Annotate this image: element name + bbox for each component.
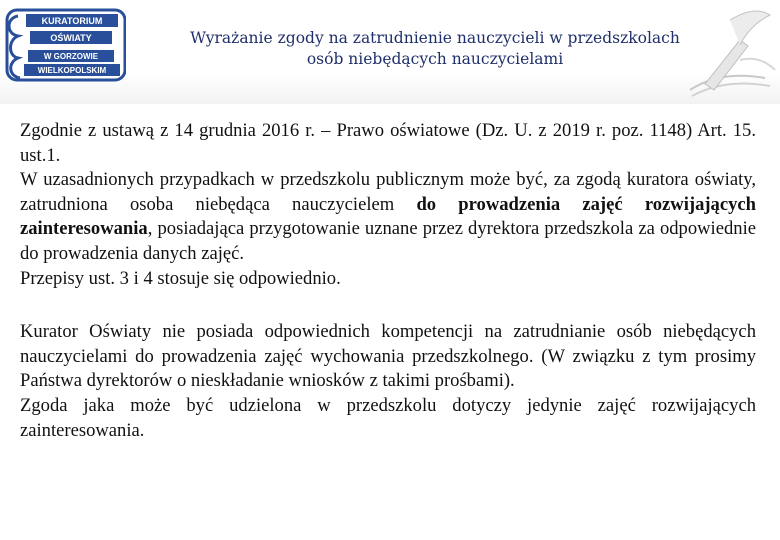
paragraph-regulation-text-1: W uzasadnionych przypadkach w przedszkolu publicznym może być, za zgodą kuratora oświaty, zatrudniona osoba niebędąca nauczycielem [20,169,756,215]
paragraph-provisions: Przepisy ust. 3 i 4 stosuje się odpowiednio. [20,267,341,289]
paragraph-regulation-emphasis: do prowadzenia zajęć rozwijających zainteresowania [20,193,756,240]
logo-line-1: KURATORIUM [41,16,103,26]
page-title-line-1: Wyrażanie zgody na zatrudnienie nauczycieli w przedszkolach [190,29,680,47]
paragraph-regulation-text-2: , posiadająca przygotowanie uznane przez dyrektora przedszkola za odpowiednie do prowadzenia danych zajęć. [20,218,756,264]
paragraph-law-reference: Zgodnie z ustawą z 14 grudnia 2016 r. – Prawo oświatowe (Dz. U. z 2019 r. poz. 1148) Art. 15. ust.1. [20,120,756,166]
paragraph-consent-scope: Zgoda jaka może być udzielona w przedszkolu dotyczy jedynie zajęć rozwijających zainteresowania. [20,394,756,441]
logo-line-3: W GORZOWIE [43,52,99,61]
logo-line-2: OŚWIATY [50,33,92,43]
paragraph-regulation [20,168,756,266]
page-title-line-2: osób niebędących nauczycielami [306,50,564,68]
page-title [150,28,720,70]
kuratorium-logo [4,6,126,84]
logo-line-4: WIELKOPOLSKIM [37,66,107,75]
paragraph-kurator-competence: Kurator Oświaty nie posiada odpowiednich kompetencji na zatrudnianie osób niebędących nauczycielami do prowadzenia zajęć wychowania przedszkolnego. (W związku z tym prosimy Państwa dyrektorów o nieskładanie wniosków z takimi prośbami). [20,321,756,392]
document-body [20,119,756,443]
book-quill-decoration-icon [670,0,780,110]
paragraph-gap [20,291,756,320]
